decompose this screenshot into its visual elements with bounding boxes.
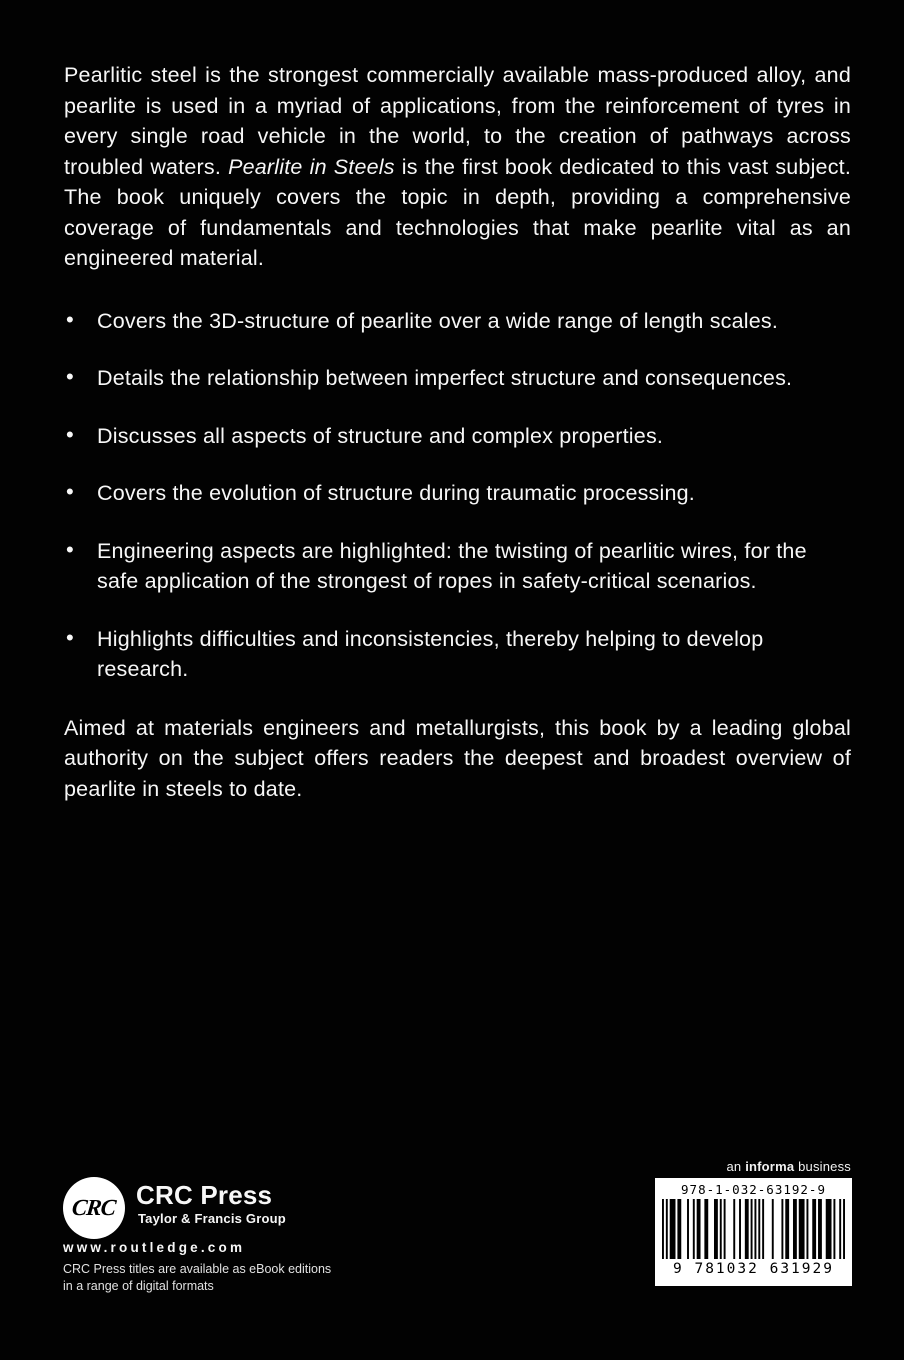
publisher-group: Taylor & Francis Group bbox=[138, 1211, 286, 1226]
intro-paragraph bbox=[64, 60, 851, 274]
ebook-availability-note bbox=[63, 1261, 331, 1294]
informa-suffix: business bbox=[798, 1159, 851, 1174]
bullet-text: Discusses all aspects of structure and complex properties. bbox=[97, 423, 664, 448]
crc-press-logo bbox=[63, 1177, 125, 1239]
bullet-item bbox=[64, 536, 851, 597]
informa-bold: informa bbox=[745, 1159, 795, 1174]
intro-text-after: is the first book dedicated to this vast subject. The book uniquely covers the topic in depth, providing a comprehensive coverage of fundamentals and technologies that make pearlite vital as an engineered material. bbox=[64, 154, 852, 270]
bullet-item bbox=[64, 624, 851, 685]
publisher-name: CRC Press bbox=[136, 1180, 273, 1210]
bullet-text: Details the relationship between imperfect structure and consequences. bbox=[97, 366, 793, 390]
feature-bullet-list bbox=[64, 306, 851, 685]
bullet-text: Covers the evolution of structure during traumatic processing. bbox=[97, 481, 695, 505]
informa-prefix: an bbox=[726, 1159, 742, 1174]
barcode bbox=[655, 1178, 852, 1286]
intro-text-before: Pearlitic steel is the strongest commercially available mass-produced alloy, and pearlite is used in a myriad of applications, from the reinforcement of tyres in every single road vehicle in the world, to the creation of pathways across troubled waters. bbox=[64, 63, 851, 179]
bullet-text: Covers the 3D-structure of pearlite over a wide range of length scales. bbox=[97, 308, 779, 333]
barcode-bars-icon bbox=[662, 1199, 845, 1259]
bullet-text: Engineering aspects are highlighted: the twisting of pearlitic wires, for the safe application of the strongest of ropes in safety-critical scenarios. bbox=[97, 538, 807, 593]
cover-text-block bbox=[64, 60, 851, 804]
bullet-item bbox=[64, 421, 851, 452]
informa-business-label bbox=[727, 1159, 852, 1174]
closing-paragraph: Aimed at materials engineers and metallurgists, this book by a leading global authority on the subject offers readers the deepest and broadest overview of pearlite in steels to date. bbox=[64, 715, 851, 801]
book-title-italic: Pearlite in Steels bbox=[228, 154, 395, 179]
ebook-note-line2: in a range of digital formats bbox=[63, 1278, 214, 1293]
bullet-text: Highlights difficulties and inconsistencies, thereby helping to develop research. bbox=[97, 626, 764, 681]
bullet-item bbox=[64, 478, 851, 509]
ebook-note-line1: CRC Press titles are available as eBook editions bbox=[63, 1262, 332, 1276]
crc-logo-text: CRC bbox=[71, 1195, 117, 1220]
publisher-website: www.routledge.com bbox=[63, 1240, 246, 1255]
barcode-isbn-text: 978-1-032-63192-9 bbox=[681, 1182, 826, 1197]
bullet-item bbox=[64, 306, 851, 337]
barcode-ean-digits: 9 781032 631929 bbox=[673, 1261, 834, 1277]
bullet-item bbox=[64, 363, 851, 394]
